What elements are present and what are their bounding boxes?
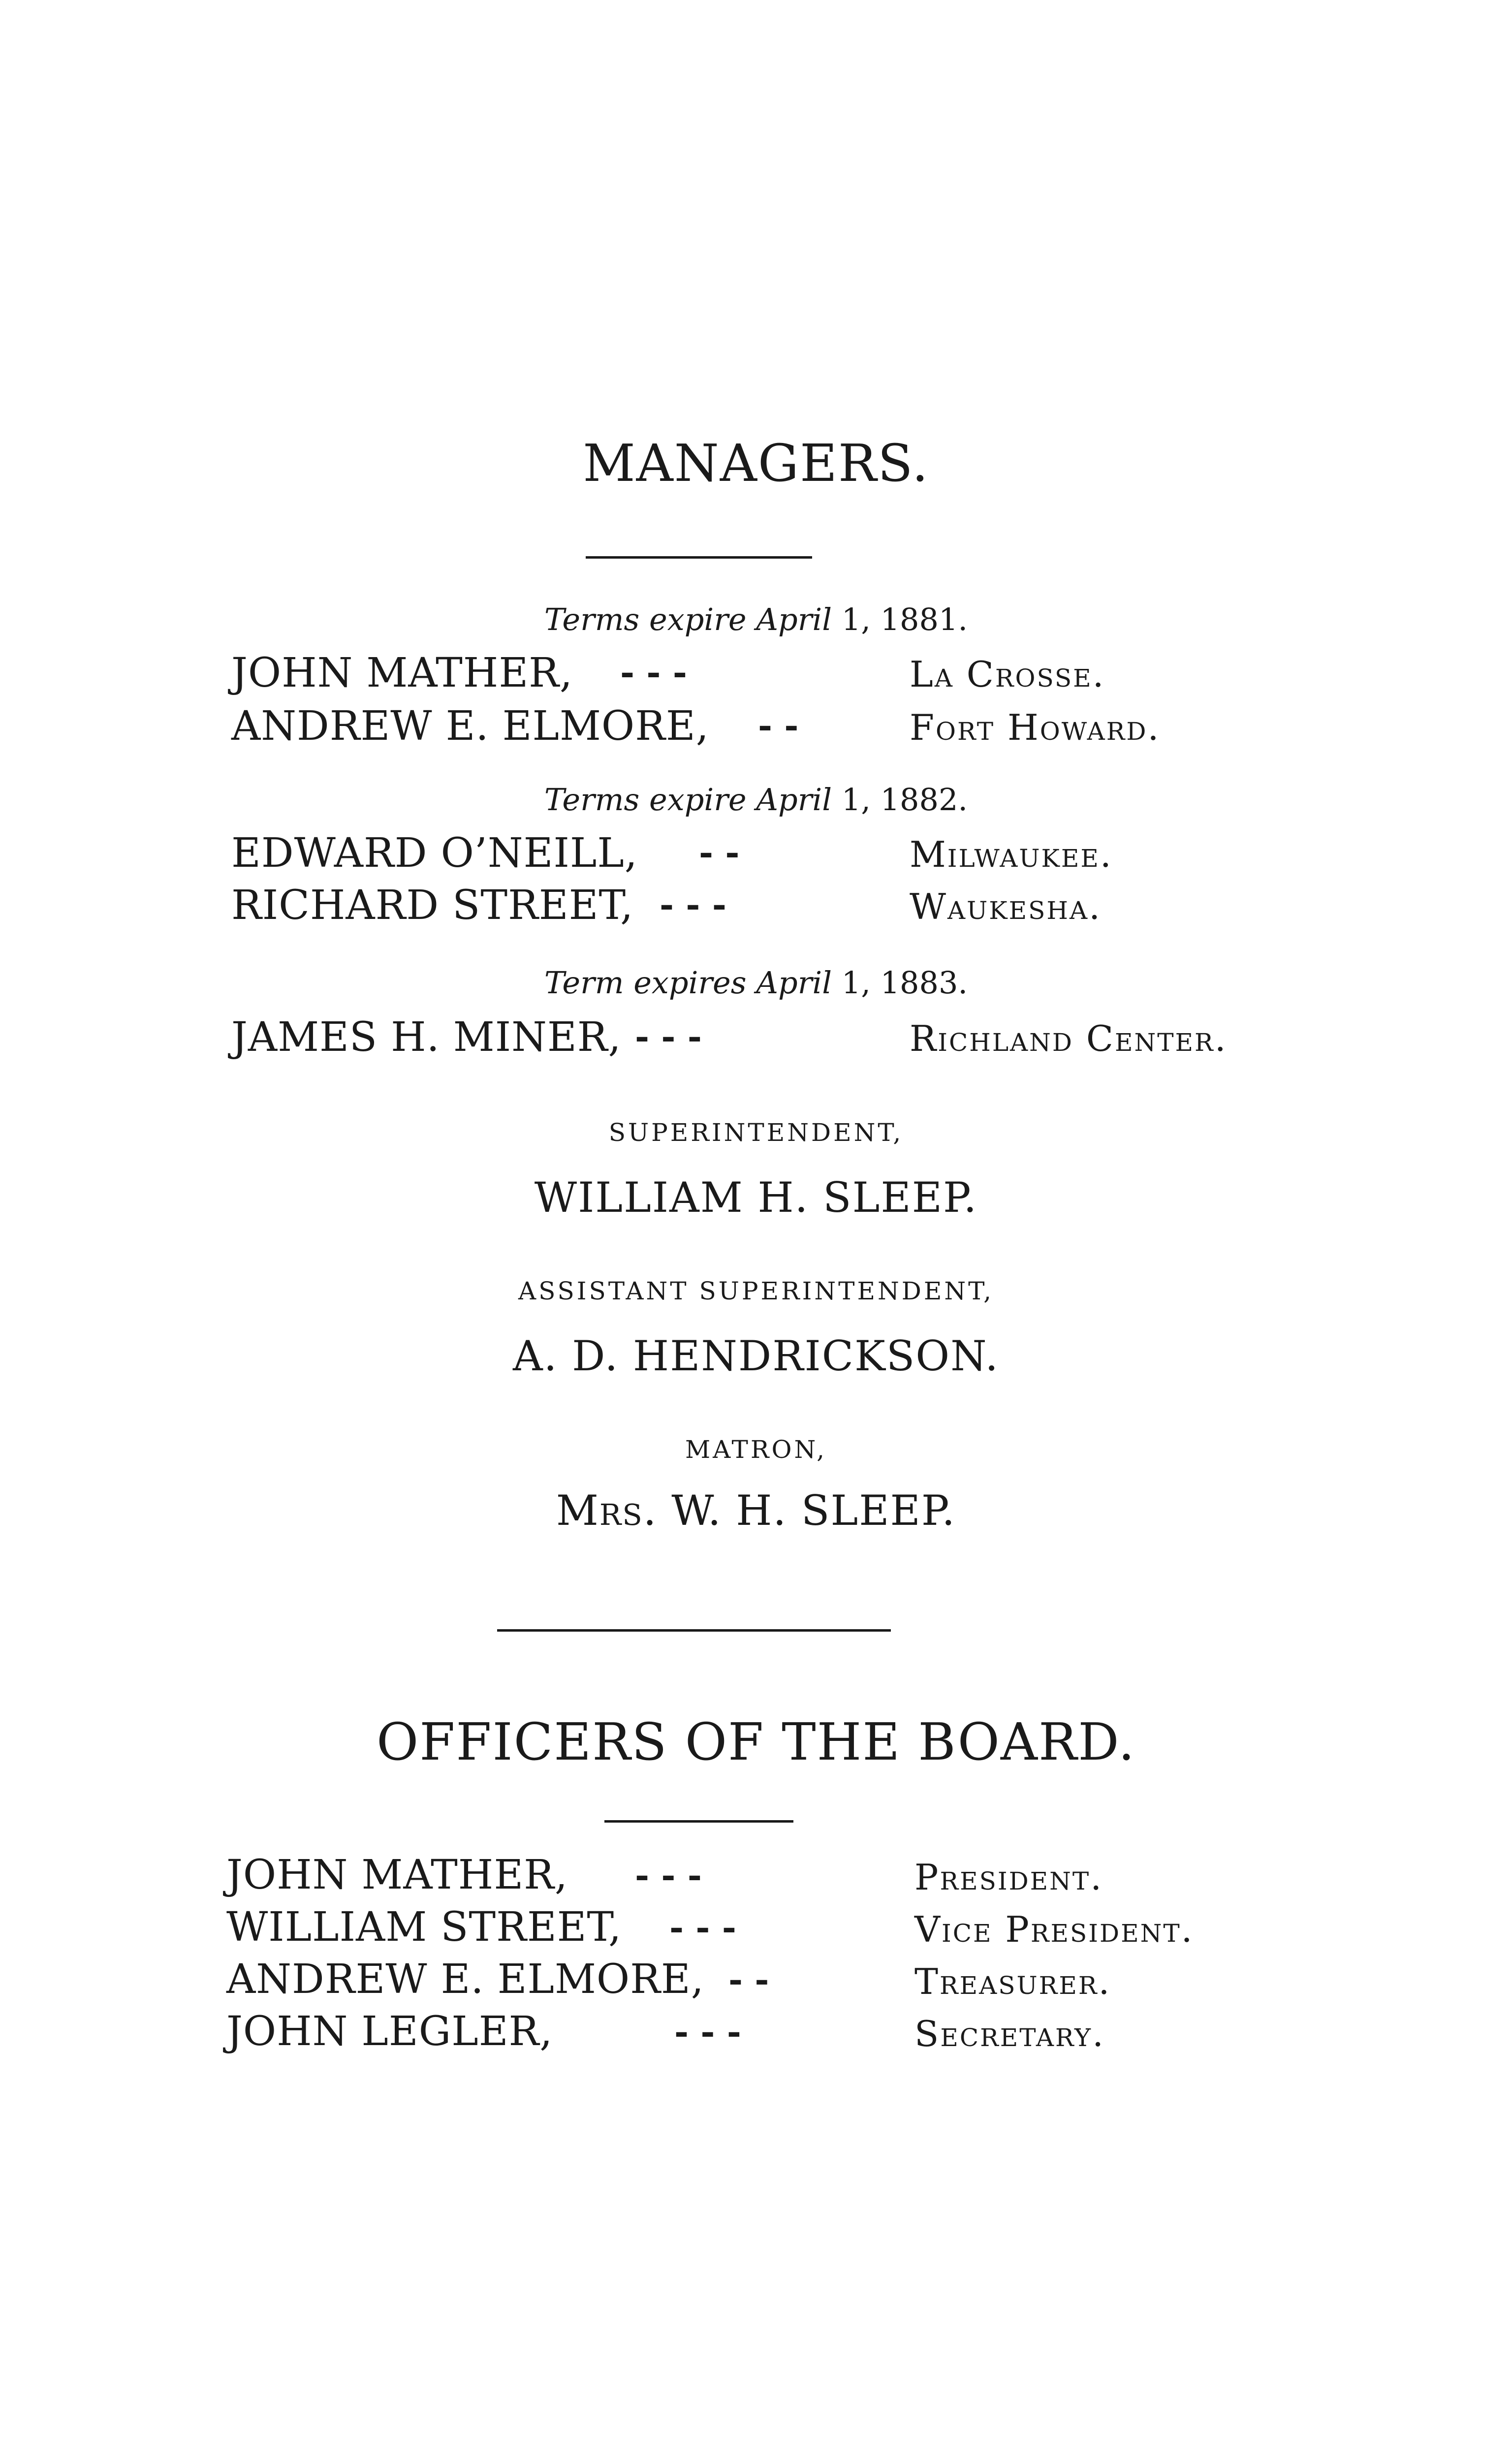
manager-place: Richland Center. bbox=[910, 1018, 1228, 1059]
leader-dashes: - - - bbox=[635, 1016, 702, 1057]
leader-dashes: - - - bbox=[674, 2011, 741, 2052]
officer-name: ANDREW E. ELMORE, bbox=[226, 1956, 704, 2003]
manager-place: Waukesha. bbox=[910, 886, 1102, 927]
manager-place: La Crosse. bbox=[910, 654, 1105, 695]
officer-role: Vice President. bbox=[914, 1909, 1194, 1950]
staff-title: MATRON, bbox=[685, 1435, 827, 1464]
manager-name: EDWARD O’NEILL, bbox=[231, 830, 638, 877]
term-heading-1881: Terms expire April 1, 1881. bbox=[544, 601, 968, 637]
officer-name: JOHN LEGLER, bbox=[226, 2008, 553, 2055]
leader-dashes: - - - bbox=[635, 1855, 702, 1895]
leader-dashes: - - bbox=[758, 705, 799, 746]
managers-rule bbox=[586, 556, 812, 559]
officer-role: President. bbox=[914, 1857, 1103, 1898]
managers-heading: MANAGERS. bbox=[583, 433, 929, 493]
officer-name: WILLIAM STREET, bbox=[226, 1904, 622, 1951]
staff-name-matron: Mrs. W. H. SLEEP. bbox=[556, 1486, 956, 1535]
section-separator bbox=[497, 1629, 891, 1632]
staff-title: SUPERINTENDENT, bbox=[608, 1118, 904, 1147]
leader-dashes: - - - bbox=[620, 652, 687, 693]
leader-dashes: - - - bbox=[660, 884, 726, 925]
officer-role: Treasurer. bbox=[914, 1961, 1111, 2002]
manager-place: Fort Howard. bbox=[910, 707, 1161, 748]
term-heading-1883: Term expires April 1, 1883. bbox=[544, 965, 968, 1001]
staff-title: ASSISTANT SUPERINTENDENT, bbox=[518, 1277, 994, 1305]
leader-dashes: - - - bbox=[669, 1907, 736, 1948]
officer-name: JOHN MATHER, bbox=[226, 1852, 568, 1898]
board-rule bbox=[604, 1820, 793, 1823]
manager-name: ANDREW E. ELMORE, bbox=[231, 703, 709, 750]
staff-name: WILLIAM H. SLEEP. bbox=[534, 1173, 978, 1222]
board-heading: OFFICERS OF THE BOARD. bbox=[376, 1712, 1136, 1772]
leader-dashes: - - bbox=[699, 832, 740, 873]
officer-role: Secretary. bbox=[914, 2013, 1105, 2054]
manager-name: JOHN MATHER, bbox=[231, 650, 573, 696]
manager-place: Milwaukee. bbox=[910, 834, 1113, 875]
term-heading-1882: Terms expire April 1, 1882. bbox=[544, 782, 968, 818]
staff-name: A. D. HENDRICKSON. bbox=[513, 1332, 999, 1380]
manager-name: RICHARD STREET, bbox=[231, 882, 634, 929]
leader-dashes: - - bbox=[728, 1959, 769, 2000]
manager-name: JAMES H. MINER, bbox=[231, 1014, 622, 1061]
